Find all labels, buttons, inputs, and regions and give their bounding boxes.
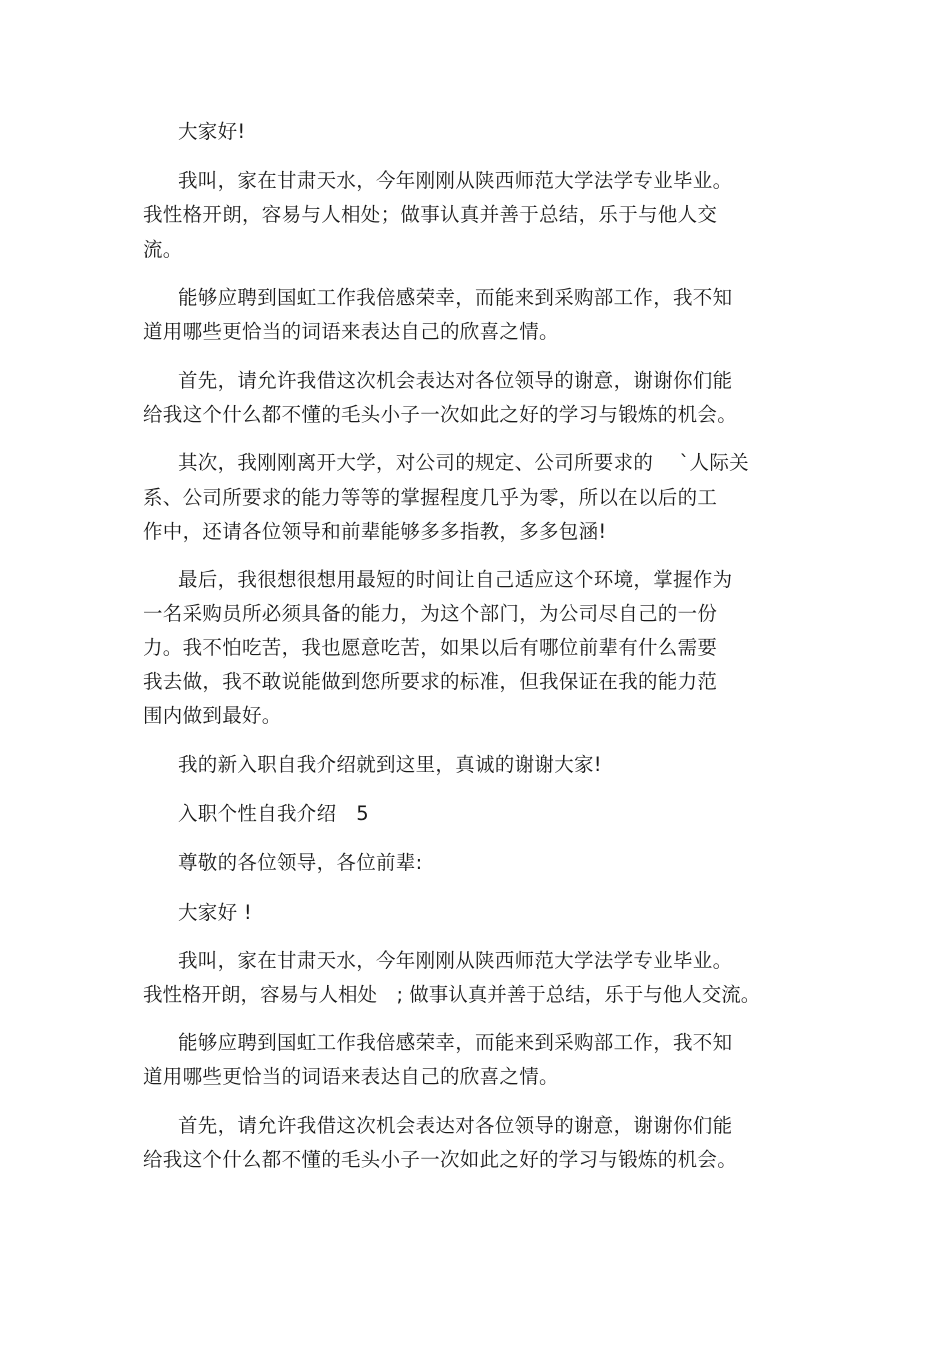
text-line: 其次，我刚刚离开大学，对公司的规定、公司所要求的 `人际关: [178, 451, 749, 474]
text-line: 首先，请允许我借这次机会表达对各位领导的谢意，谢谢你们能: [178, 369, 733, 392]
text-line: 我性格开朗，容易与人相处；做事认真并善于总结，乐于与他人交: [143, 203, 718, 226]
section-heading: 入职个性自我介绍 5: [178, 802, 369, 825]
text-line: 流。: [143, 238, 183, 261]
text-line: 最后，我很想很想用最短的时间让自己适应这个环境，掌握作为: [178, 568, 733, 591]
text-line: 我叫，家在甘肃天水，今年刚刚从陕西师范大学法学专业毕业。: [178, 949, 733, 972]
text-line: 力。我不怕吃苦，我也愿意吃苦，如果以后有哪位前辈有什么需要: [143, 636, 718, 659]
text-line: 作中，还请各位领导和前辈能够多多指教，多多包涵!: [143, 520, 607, 543]
text-line: 道用哪些更恰当的词语来表达自己的欣喜之情。: [143, 1065, 559, 1088]
text-line: 围内做到最好。: [143, 704, 282, 727]
text-line: 道用哪些更恰当的词语来表达自己的欣喜之情。: [143, 320, 559, 343]
text-line: 能够应聘到国虹工作我倍感荣幸，而能来到采购部工作，我不知: [178, 1031, 733, 1054]
text-line: 给我这个什么都不懂的毛头小子一次如此之好的学习与锻炼的机会。: [143, 1148, 738, 1171]
text-line: 系、公司所要求的能力等等的掌握程度几乎为零，所以在以后的工: [143, 486, 718, 509]
text-line: 尊敬的各位领导，各位前辈:: [178, 851, 423, 874]
text-line: 大家好 !: [178, 901, 253, 924]
text-line: 我性格开朗，容易与人相处 ; 做事认真并善于总结，乐于与他人交流。: [143, 983, 761, 1006]
text-line: 我的新入职自我介绍就到这里，真诚的谢谢大家!: [178, 753, 602, 776]
text-line: 我叫，家在甘肃天水，今年刚刚从陕西师范大学法学专业毕业。: [178, 169, 733, 192]
text-line: 首先，请允许我借这次机会表达对各位领导的谢意，谢谢你们能: [178, 1114, 733, 1137]
text-line: 给我这个什么都不懂的毛头小子一次如此之好的学习与锻炼的机会。: [143, 403, 738, 426]
text-line: 能够应聘到国虹工作我倍感荣幸，而能来到采购部工作，我不知: [178, 286, 733, 309]
text-line: 一名采购员所必须具备的能力，为这个部门，为公司尽自己的一份: [143, 602, 718, 625]
text-line: 我去做，我不敢说能做到您所要求的标准，但我保证在我的能力范: [143, 670, 718, 693]
text-line: 大家好!: [178, 120, 246, 143]
